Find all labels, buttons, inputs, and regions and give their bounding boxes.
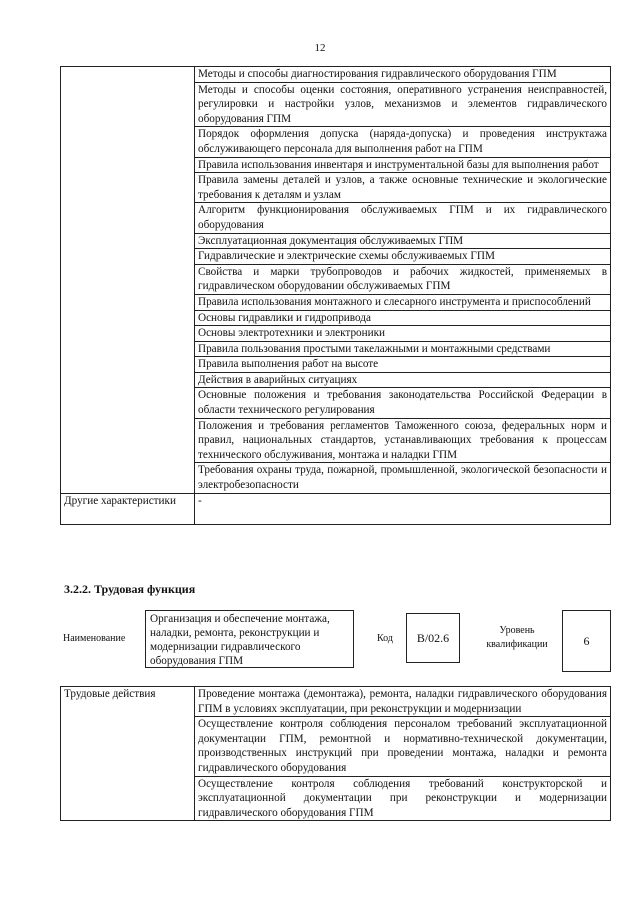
section-heading: 3.2.2. Трудовая функция [64, 582, 196, 596]
knowledge-table [60, 66, 611, 525]
knowledge-label-cell [61, 67, 195, 494]
knowledge-item: Положения и требования регламентов Таможенного союза, федеральных норм и правил, национальных стандартов, устанавливающих требования к процессам технического обслуживания, монтажа и наладки ГПМ [195, 418, 611, 463]
page-number: 12 [314, 42, 326, 54]
function-code-box: B/02.6 [406, 613, 460, 663]
qualification-level-box: 6 [562, 610, 611, 672]
knowledge-item: Правила использования инвентаря и инструментальной базы для выполнения работ [195, 157, 611, 173]
knowledge-item: Методы и способы оценки состояния, оперативного устранения неисправностей, регулировки и настройки узлов, механизмов и элементов гидравлического оборудования ГПМ [195, 82, 611, 127]
other-characteristics-value: - [195, 493, 611, 524]
knowledge-item: Основные положения и требования законодательства Российской Федерации в области технического регулирования [195, 388, 611, 418]
other-characteristics-row [61, 493, 611, 524]
knowledge-item: Основы электротехники и электроники [195, 326, 611, 342]
name-label: Наименование [63, 633, 126, 644]
labor-actions-label: Трудовые действия [61, 687, 195, 821]
knowledge-item: Действия в аварийных ситуациях [195, 372, 611, 388]
knowledge-item: Правила выполнения работ на высоте [195, 357, 611, 373]
knowledge-item: Порядок оформления допуска (наряда-допуска) и проведения инструктажа обслуживающего персонала для выполнения работ на ГПМ [195, 127, 611, 157]
labor-action-row [61, 687, 611, 717]
qualification-level-label: Уровень квалификации [486, 625, 548, 650]
knowledge-item: Правила замены деталей и узлов, а также основные технические и экологические требования к деталям и узлам [195, 173, 611, 203]
knowledge-item: Алгоритм функционирования обслуживаемых ГПМ и их гидравлического оборудования [195, 203, 611, 233]
knowledge-item: Свойства и марки трубопроводов и рабочих жидкостей, применяемых в гидравлическом оборудовании обслуживаемых ГПМ [195, 264, 611, 294]
knowledge-item: Требования охраны труда, пожарной, промышленной, экологической безопасности и электробезопасности [195, 463, 611, 493]
other-characteristics-label: Другие характеристики [61, 493, 195, 524]
labor-action-item: Осуществление контроля соблюдения требований конструкторской и эксплуатационной документации при реконструкции и модернизации гидравлического оборудования ГПМ [195, 776, 611, 821]
knowledge-item: Эксплуатационная документация обслуживаемых ГПМ [195, 233, 611, 249]
knowledge-item: Правила использования монтажного и слесарного инструмента и приспособлений [195, 294, 611, 310]
code-label: Код [377, 633, 393, 644]
function-name-box: Организация и обеспечение монтажа, наладки, ремонта, реконструкции и модернизации гидравлического оборудования ГПМ [145, 610, 354, 668]
knowledge-item: Правила пользования простыми такелажными и монтажными средствами [195, 341, 611, 357]
knowledge-item: Основы гидравлики и гидропривода [195, 310, 611, 326]
labor-action-item: Осуществление контроля соблюдения персоналом требований эксплуатационной документации ГПМ, ремонтной и нормативно-технической документации, производственных инструкций при проведении монтажа, наладки и ремонта гидравлического оборудования [195, 717, 611, 776]
knowledge-item: Методы и способы диагностирования гидравлического оборудования ГПМ [195, 67, 611, 83]
labor-actions-table [60, 686, 611, 821]
labor-action-item: Проведение монтажа (демонтажа), ремонта, наладки гидравлического оборудования ГПМ в условиях эксплуатации, при реконструкции и модернизации [195, 687, 611, 717]
knowledge-item: Гидравлические и электрические схемы обслуживаемых ГПМ [195, 249, 611, 265]
knowledge-row [61, 67, 611, 83]
labor-function-header [60, 610, 611, 672]
